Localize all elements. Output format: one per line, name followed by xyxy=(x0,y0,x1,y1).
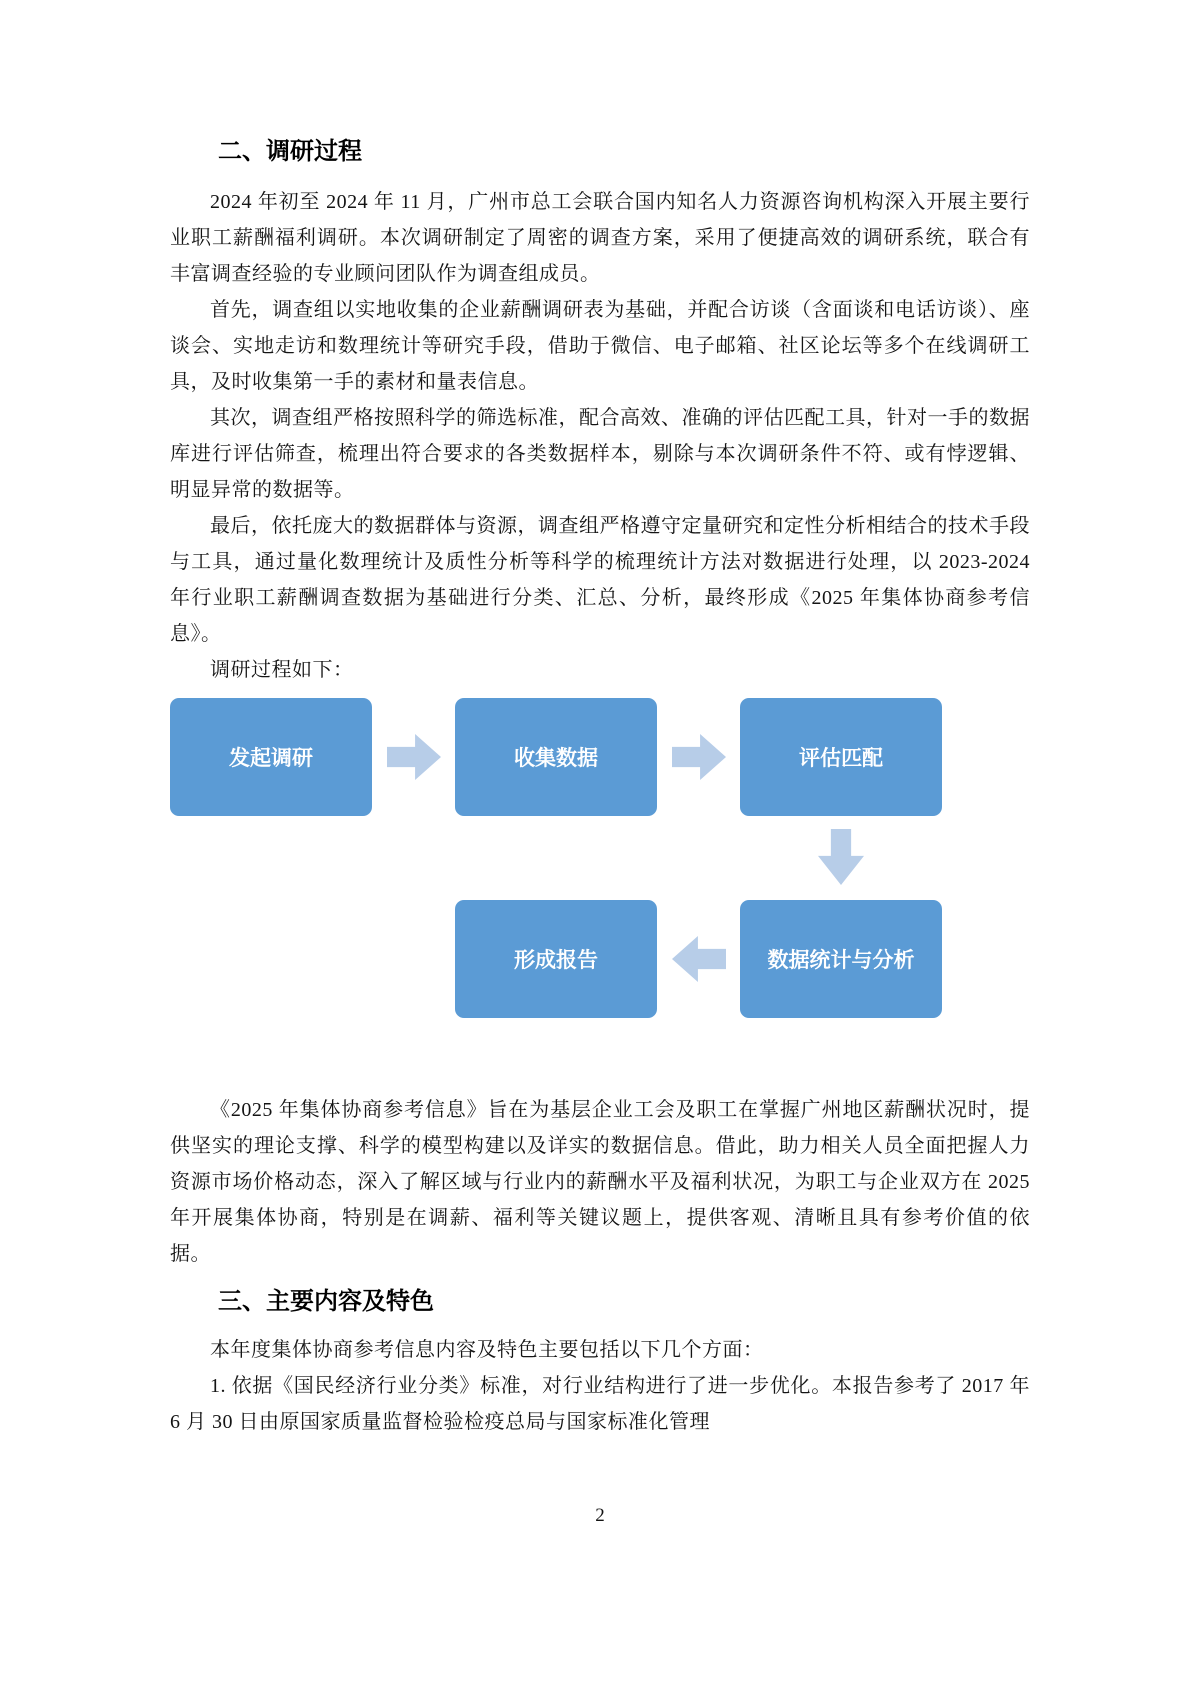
body-paragraph: 《2025 年集体协商参考信息》旨在为基层企业工会及职工在掌握广州地区薪酬状况时，提供坚实的理论支撑、科学的模型构建以及详实的数据信息。借此，助力相关人员全面把握人力资源市场价格动态，深入了解区域与行业内的薪酬水平及福利状况，为职工与企业双方在 2025 年开展集体协商，特别是在调薪、福利等关键议题上，提供客观、清晰且具有参考价值的依据。 xyxy=(170,1099,1030,1265)
flow-step-statistics-analysis xyxy=(740,900,942,1018)
body-paragraph: 调研过程如下： xyxy=(210,659,354,681)
body-paragraph: 首先，调查组以实地收集的企业薪酬调研表为基础，并配合访谈（含面谈和电话访谈）、座谈会、实地走访和数理统计等研究手段，借助于微信、电子邮箱、社区论坛等多个在线调研工具，及时收集第一手的素材和量表信息。 xyxy=(170,299,1030,393)
page-content xyxy=(170,136,1030,1440)
flow-step-initiate-survey xyxy=(170,698,372,816)
body-paragraph: 其次，调查组严格按照科学的筛选标准，配合高效、准确的评估匹配工具，针对一手的数据库进行评估筛查，梳理出符合要求的各类数据样本，剔除与本次调研条件不符、或有悖逻辑、明显异常的数据等。 xyxy=(170,407,1030,501)
flow-step-label: 评估匹配 xyxy=(799,747,883,770)
flow-step-label: 发起调研 xyxy=(229,747,313,770)
flow-step-label: 收集数据 xyxy=(514,747,598,770)
flow-step-form-report xyxy=(455,900,657,1018)
flow-step-collect-data xyxy=(455,698,657,816)
body-paragraph: 1. 依据《国民经济行业分类》标准，对行业结构进行了进一步优化。本报告参考了 2017 年 6 月 30 日由原国家质量监督检验检疫总局与国家标准化管理 xyxy=(170,1375,1030,1433)
survey-process-flowchart xyxy=(170,698,1030,1020)
arrow-down-icon xyxy=(818,829,864,885)
body-paragraph: 本年度集体协商参考信息内容及特色主要包括以下几个方面： xyxy=(210,1339,764,1361)
flow-step-label: 形成报告 xyxy=(514,949,598,972)
page-number: 2 xyxy=(595,1505,605,1526)
body-paragraph: 最后，依托庞大的数据群体与资源，调查组严格遵守定量研究和定性分析相结合的技术手段与工具，通过量化数理统计及质性分析等科学的梳理统计方法对数据进行处理，以 2023-2024 年行业职工薪酬调查数据为基础进行分类、汇总、分析，最终形成《2025 年集体协商参考信息》。 xyxy=(170,515,1030,645)
arrow-right-icon xyxy=(387,734,441,780)
body-paragraph: 2024 年初至 2024 年 11 月，广州市总工会联合国内知名人力资源咨询机构深入开展主要行业职工薪酬福利调研。本次调研制定了周密的调查方案，采用了便捷高效的调研系统，联合有丰富调查经验的专业顾问团队作为调查组成员。 xyxy=(170,191,1030,285)
arrow-left-icon xyxy=(672,936,726,982)
section-main-content-heading: 三、主要内容及特色 xyxy=(218,1288,434,1315)
flow-step-evaluate-match xyxy=(740,698,942,816)
flow-step-label: 数据统计与分析 xyxy=(767,949,915,972)
arrow-right-icon xyxy=(672,734,726,780)
section-survey-process-heading: 二、调研过程 xyxy=(218,138,362,165)
